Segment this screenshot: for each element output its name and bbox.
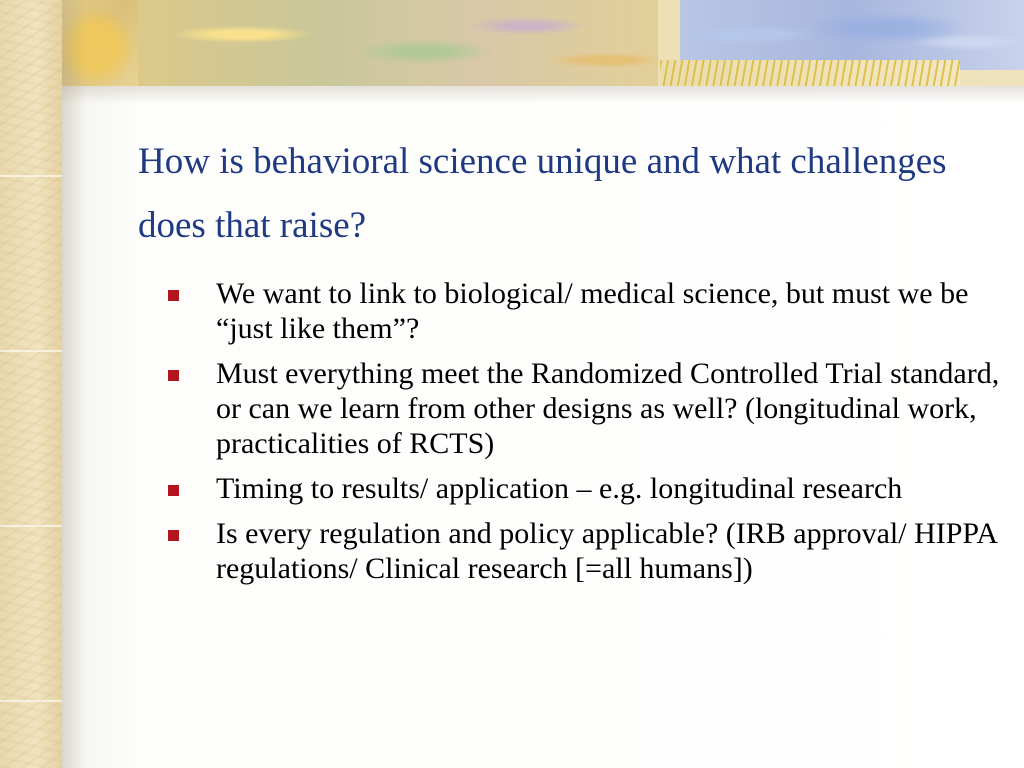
bullet-item [166, 356, 1016, 461]
slide-title: How is behavioral science unique and what challenges does that raise? [138, 141, 947, 246]
square-bullet-icon [168, 290, 179, 301]
strip-seam [0, 700, 62, 702]
left-parchment-strip [0, 0, 62, 768]
top-decorative-band [0, 0, 1024, 88]
bullet-item [166, 276, 1016, 346]
bullet-item [166, 516, 1016, 586]
bullet-list [166, 276, 1016, 596]
strip-seam [0, 175, 62, 177]
square-bullet-icon [168, 370, 179, 381]
grass-strip-image [660, 60, 960, 86]
bullet-text: Timing to results/ application – e.g. longitudinal research [216, 472, 903, 505]
bullet-text: Is every regulation and policy applicable? (IRB approval/ HIPPA regulations/ Clinical research [=all humans]) [216, 517, 997, 585]
square-bullet-icon [168, 530, 179, 541]
strip-seam [0, 350, 62, 352]
bullet-item [166, 471, 1016, 506]
left-shadow [62, 0, 86, 768]
top-shadow [62, 86, 1024, 104]
square-bullet-icon [168, 485, 179, 496]
bullet-text: We want to link to biological/ medical science, but must we be “just like them”? [216, 277, 969, 345]
strip-seam [0, 525, 62, 527]
bullet-text: Must everything meet the Randomized Controlled Trial standard, or can we learn from other designs as well? (longitudinal work, practicalities of RCTS) [216, 357, 1000, 460]
floral-collage-image [138, 0, 658, 86]
